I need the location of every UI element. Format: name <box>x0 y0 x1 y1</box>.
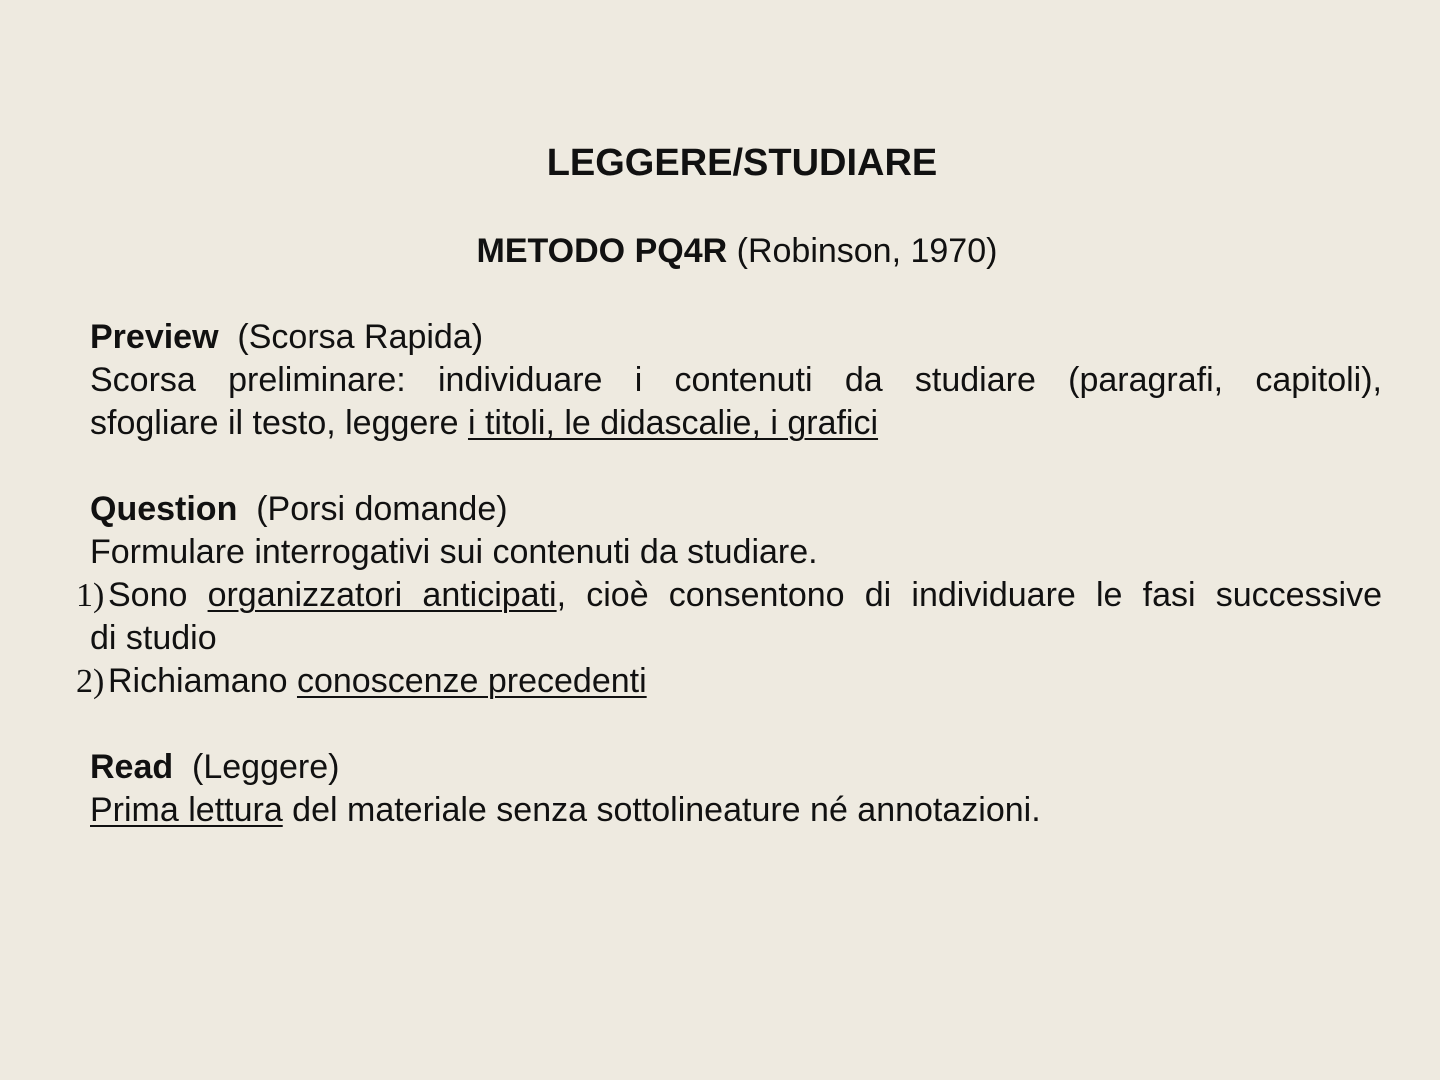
slide-content <box>76 316 1382 875</box>
question-item-1-number: 1) <box>76 577 105 614</box>
method-subtitle <box>0 230 1440 272</box>
read-heading-line <box>90 746 1382 789</box>
question-heading-line <box>90 488 1382 531</box>
preview-line-2-text: sfogliare il testo, leggere <box>90 404 468 442</box>
preview-line-1: Scorsa preliminare: individuare i contenuti da studiare (paragrafi, capitoli), <box>90 361 1382 399</box>
question-item-1-plain-a: Sono <box>108 576 208 614</box>
question-heading-note: (Porsi domande) <box>237 490 508 528</box>
slide-title: LEGGERE/STUDIARE <box>546 142 938 184</box>
read-heading-note: (Leggere) <box>173 748 340 786</box>
question-item-2-plain: Richiamano <box>108 662 297 700</box>
question-item-1 <box>76 574 1382 617</box>
question-item-2-text <box>90 660 647 703</box>
method-citation: (Robinson, 1970) <box>727 232 998 270</box>
section-read <box>90 746 1382 832</box>
read-line-1-text: del materiale senza sottolineature né annotazioni. <box>282 791 1041 829</box>
read-underlined-text: Prima lettura <box>90 791 283 829</box>
question-item-1-text <box>90 574 1382 617</box>
read-line-1 <box>90 789 1382 832</box>
section-preview <box>90 316 1382 445</box>
question-item-1-underlined: organizzatori anticipati <box>207 576 557 614</box>
question-item-2-number: 2) <box>76 663 105 700</box>
preview-line-2 <box>90 402 1382 445</box>
preview-heading-line <box>90 316 1382 359</box>
method-name: METODO PQ4R <box>476 232 728 270</box>
question-item-2 <box>76 660 1382 703</box>
read-heading: Read <box>90 748 174 786</box>
question-item-1-plain-b: , cioè consentono di individuare le fasi successive <box>556 576 1382 614</box>
question-item-2-underlined: conoscenze precedenti <box>296 662 647 700</box>
question-heading: Question <box>90 490 238 528</box>
preview-heading: Preview <box>90 318 219 356</box>
question-line-1: Formulare interrogativi sui contenuti da studiare. <box>90 533 818 571</box>
section-question <box>76 488 1382 703</box>
question-item-1-continuation: di studio <box>90 619 217 657</box>
preview-underlined-text: i titoli, le didascalie, i grafici <box>467 404 879 442</box>
preview-heading-note: (Scorsa Rapida) <box>218 318 484 356</box>
